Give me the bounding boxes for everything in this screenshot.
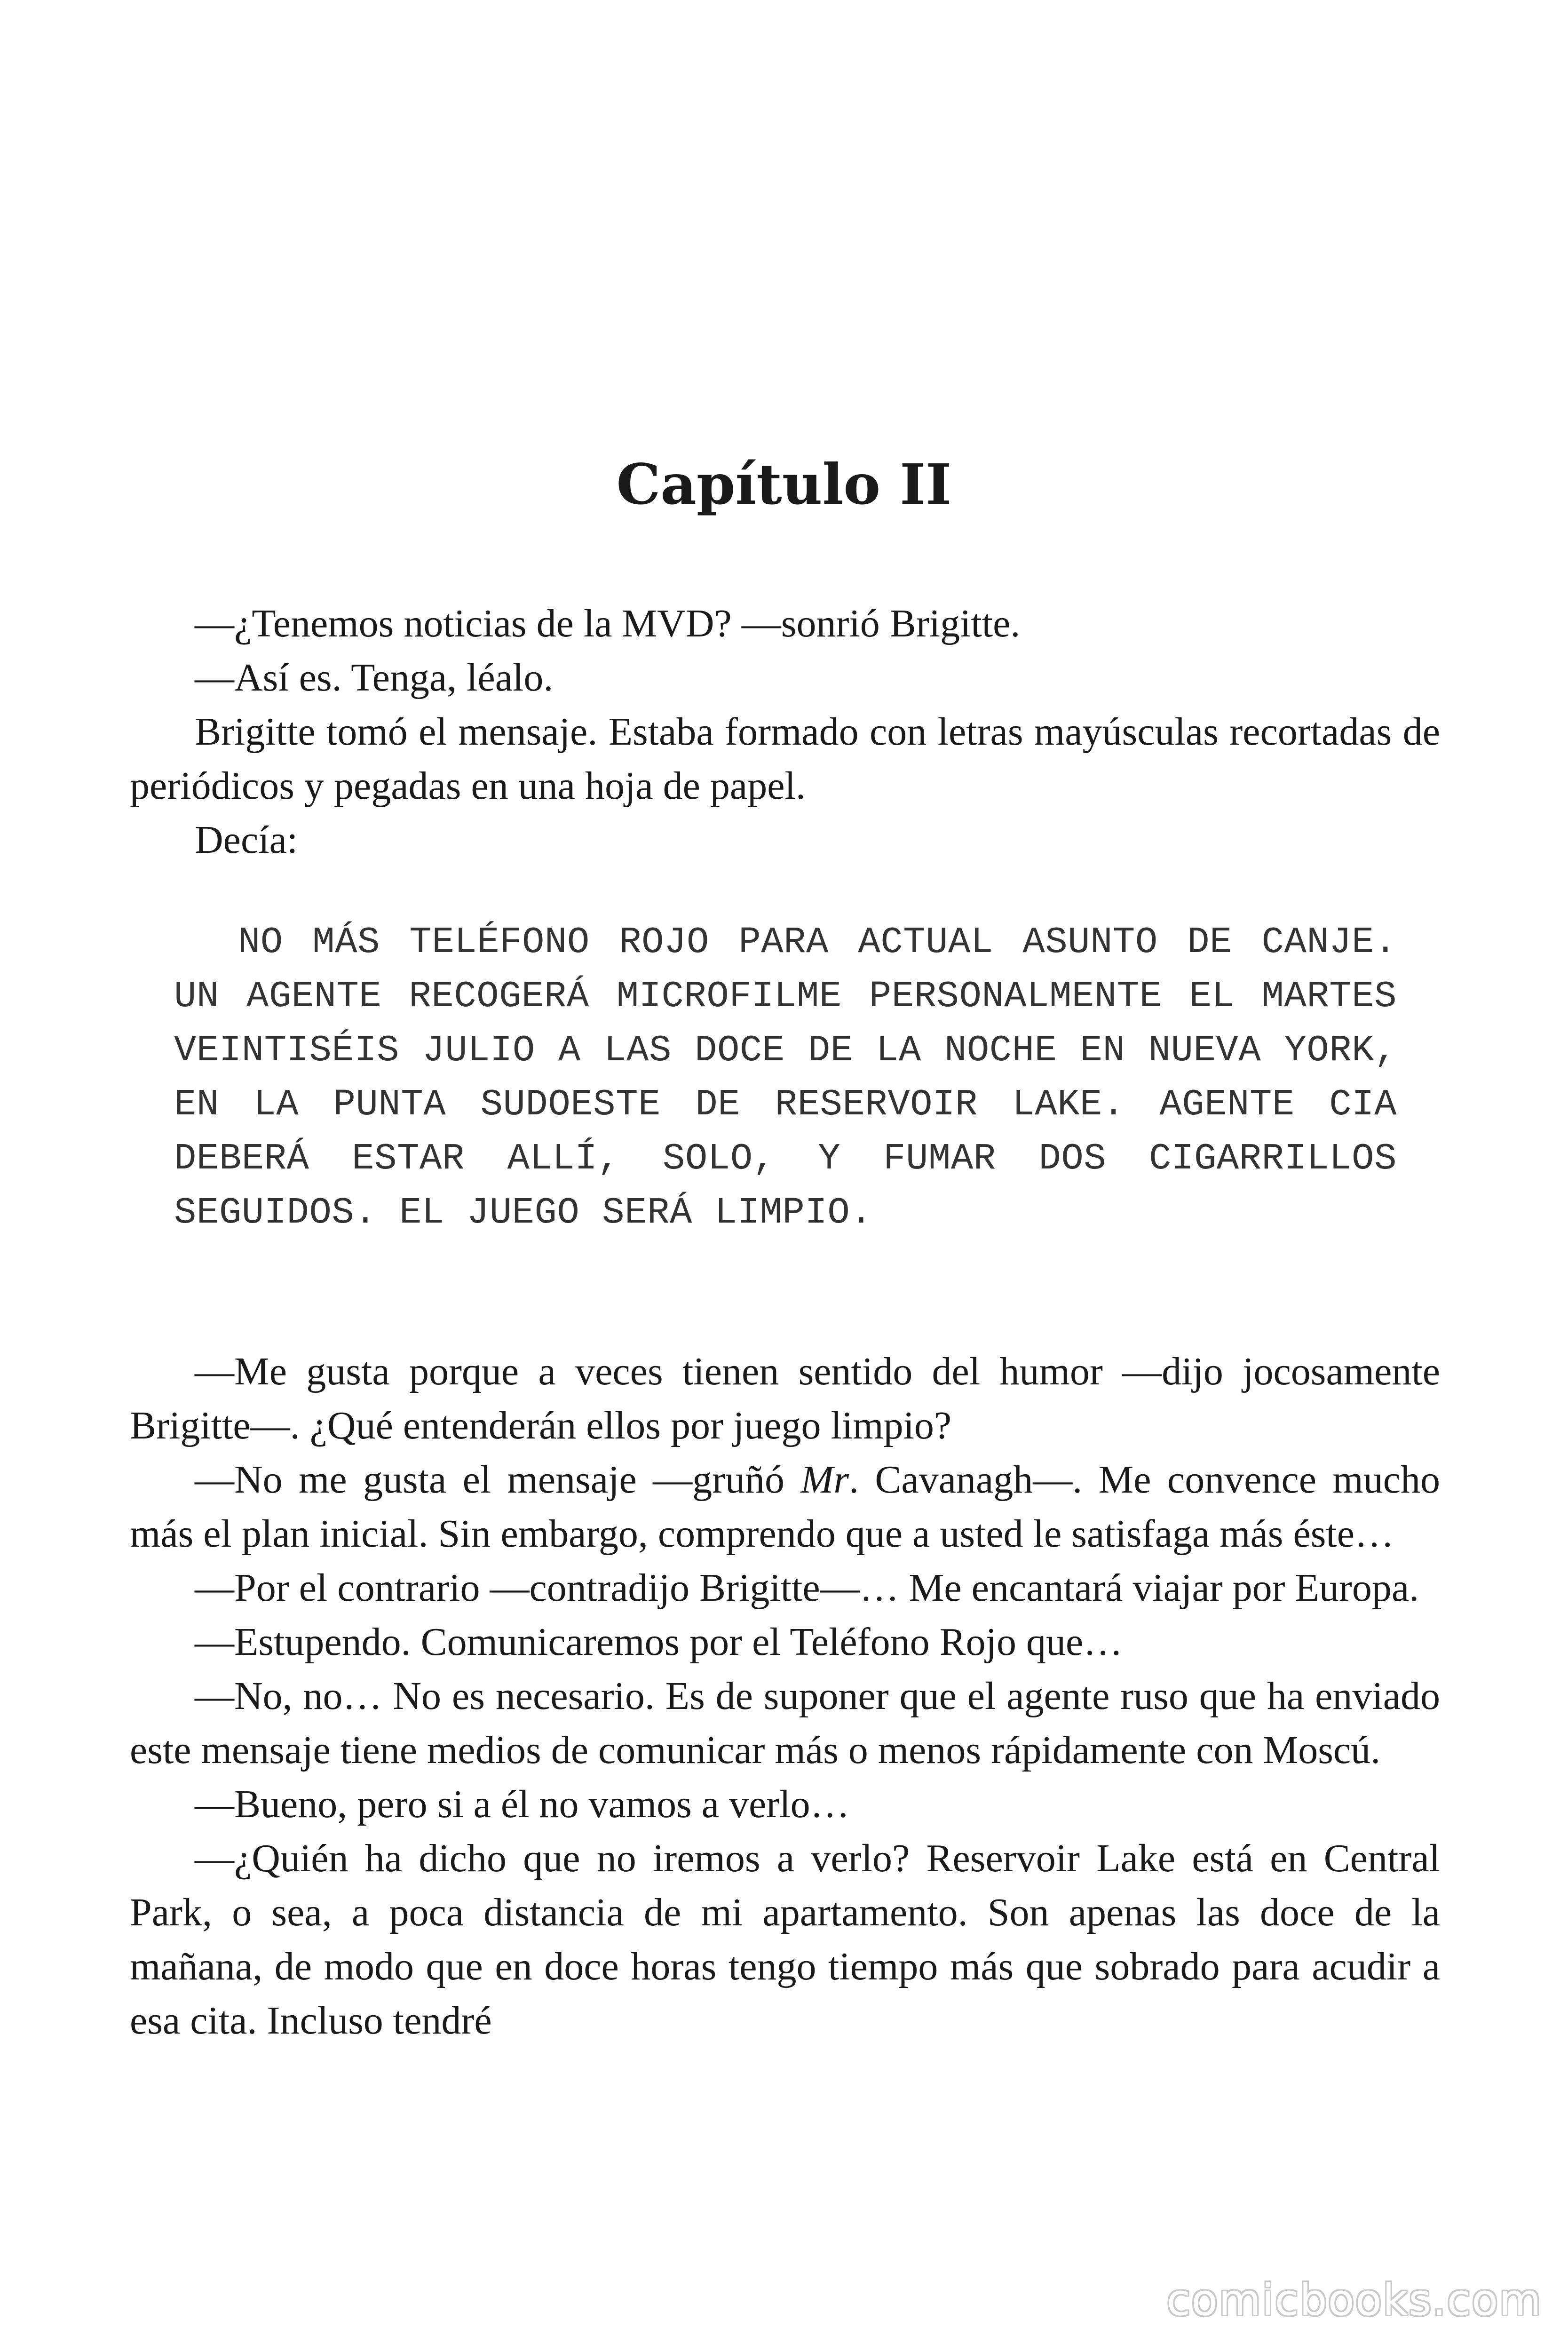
text-run: . Cavanagh—. Me convence mucho más el plan inicial. Sin embargo, comprendo que a usted le satisfaga más éste… — [130, 1458, 1440, 1556]
paragraph — [130, 1831, 1440, 2048]
paragraph — [130, 1453, 1440, 1561]
paragraph: —¿Tenemos noticias de la MVD? —sonrió Brigitte. — [195, 602, 1021, 645]
text-run: —¿Quién ha dicho que no iremos a verlo? Reservoir Lake está en Central Park, o sea, a poca distancia de mi apartamento. Son apenas las doce de la mañana, de modo que en doce horas tengo tiempo más que sobrado para acudir a esa cita. Incluso tendré — [130, 1836, 1440, 2042]
paragraph — [130, 1615, 1440, 1669]
text-run: —No, no… No es necesario. Es de suponer que el agente ruso que ha enviado este mensaje tiene medios de comunicar más o menos rápidamente con Moscú. — [130, 1674, 1440, 1772]
paragraph — [130, 1344, 1440, 1453]
ransom-message: NO MÁS TELÉFONO ROJO PARA ACTUAL ASUNTO DE CANJE. UN AGENTE RECOGERÁ MICROFILME PERSONALMENTE EL MARTES VEINTISÉIS JULIO A LAS DOCE DE LA NOCHE EN NUEVA YORK, EN LA PUNTA SUDOESTE DE RESERVOIR LAKE. AGENTE CIA DEBERÁ ESTAR ALLÍ, SOLO, Y FUMAR DOS CIGARRILLOS SEGUIDOS. EL JUEGO SERÁ LIMPIO. — [174, 921, 1397, 1234]
text-block-dialogue — [130, 1344, 1440, 2048]
watermark-logo: comicbooks.com — [1166, 2275, 1542, 2325]
text-run: —Bueno, pero si a él no vamos a verlo… — [195, 1782, 850, 1826]
text-run: —Por el contrario —contradijo Brigitte—… Me encantará viajar por Europa. — [195, 1566, 1419, 1610]
paragraph — [130, 1669, 1440, 1777]
text-run: —No me gusta el mensaje —gruñó — [195, 1458, 801, 1502]
italic-text: Mr — [800, 1458, 849, 1502]
paragraph: Brigitte tomó el mensaje. Estaba formado con letras mayúsculas recortadas de periódicos y pegadas en una hoja de papel. — [130, 710, 1440, 808]
paragraph — [130, 1561, 1440, 1615]
text-run: —Estupendo. Comunicaremos por el Teléfono Rojo que… — [195, 1620, 1123, 1664]
chapter-title: Capítulo II — [616, 452, 952, 517]
paragraph: —Así es. Tenga, léalo. — [195, 656, 554, 699]
text-run: —Me gusta porque a veces tienen sentido del humor —dijo jocosamente Brigitte—. ¿Qué entenderán ellos por juego limpio? — [130, 1350, 1440, 1447]
paragraph — [130, 1777, 1440, 1831]
text-block-intro — [130, 596, 1440, 867]
paragraph: Decía: — [195, 818, 298, 862]
